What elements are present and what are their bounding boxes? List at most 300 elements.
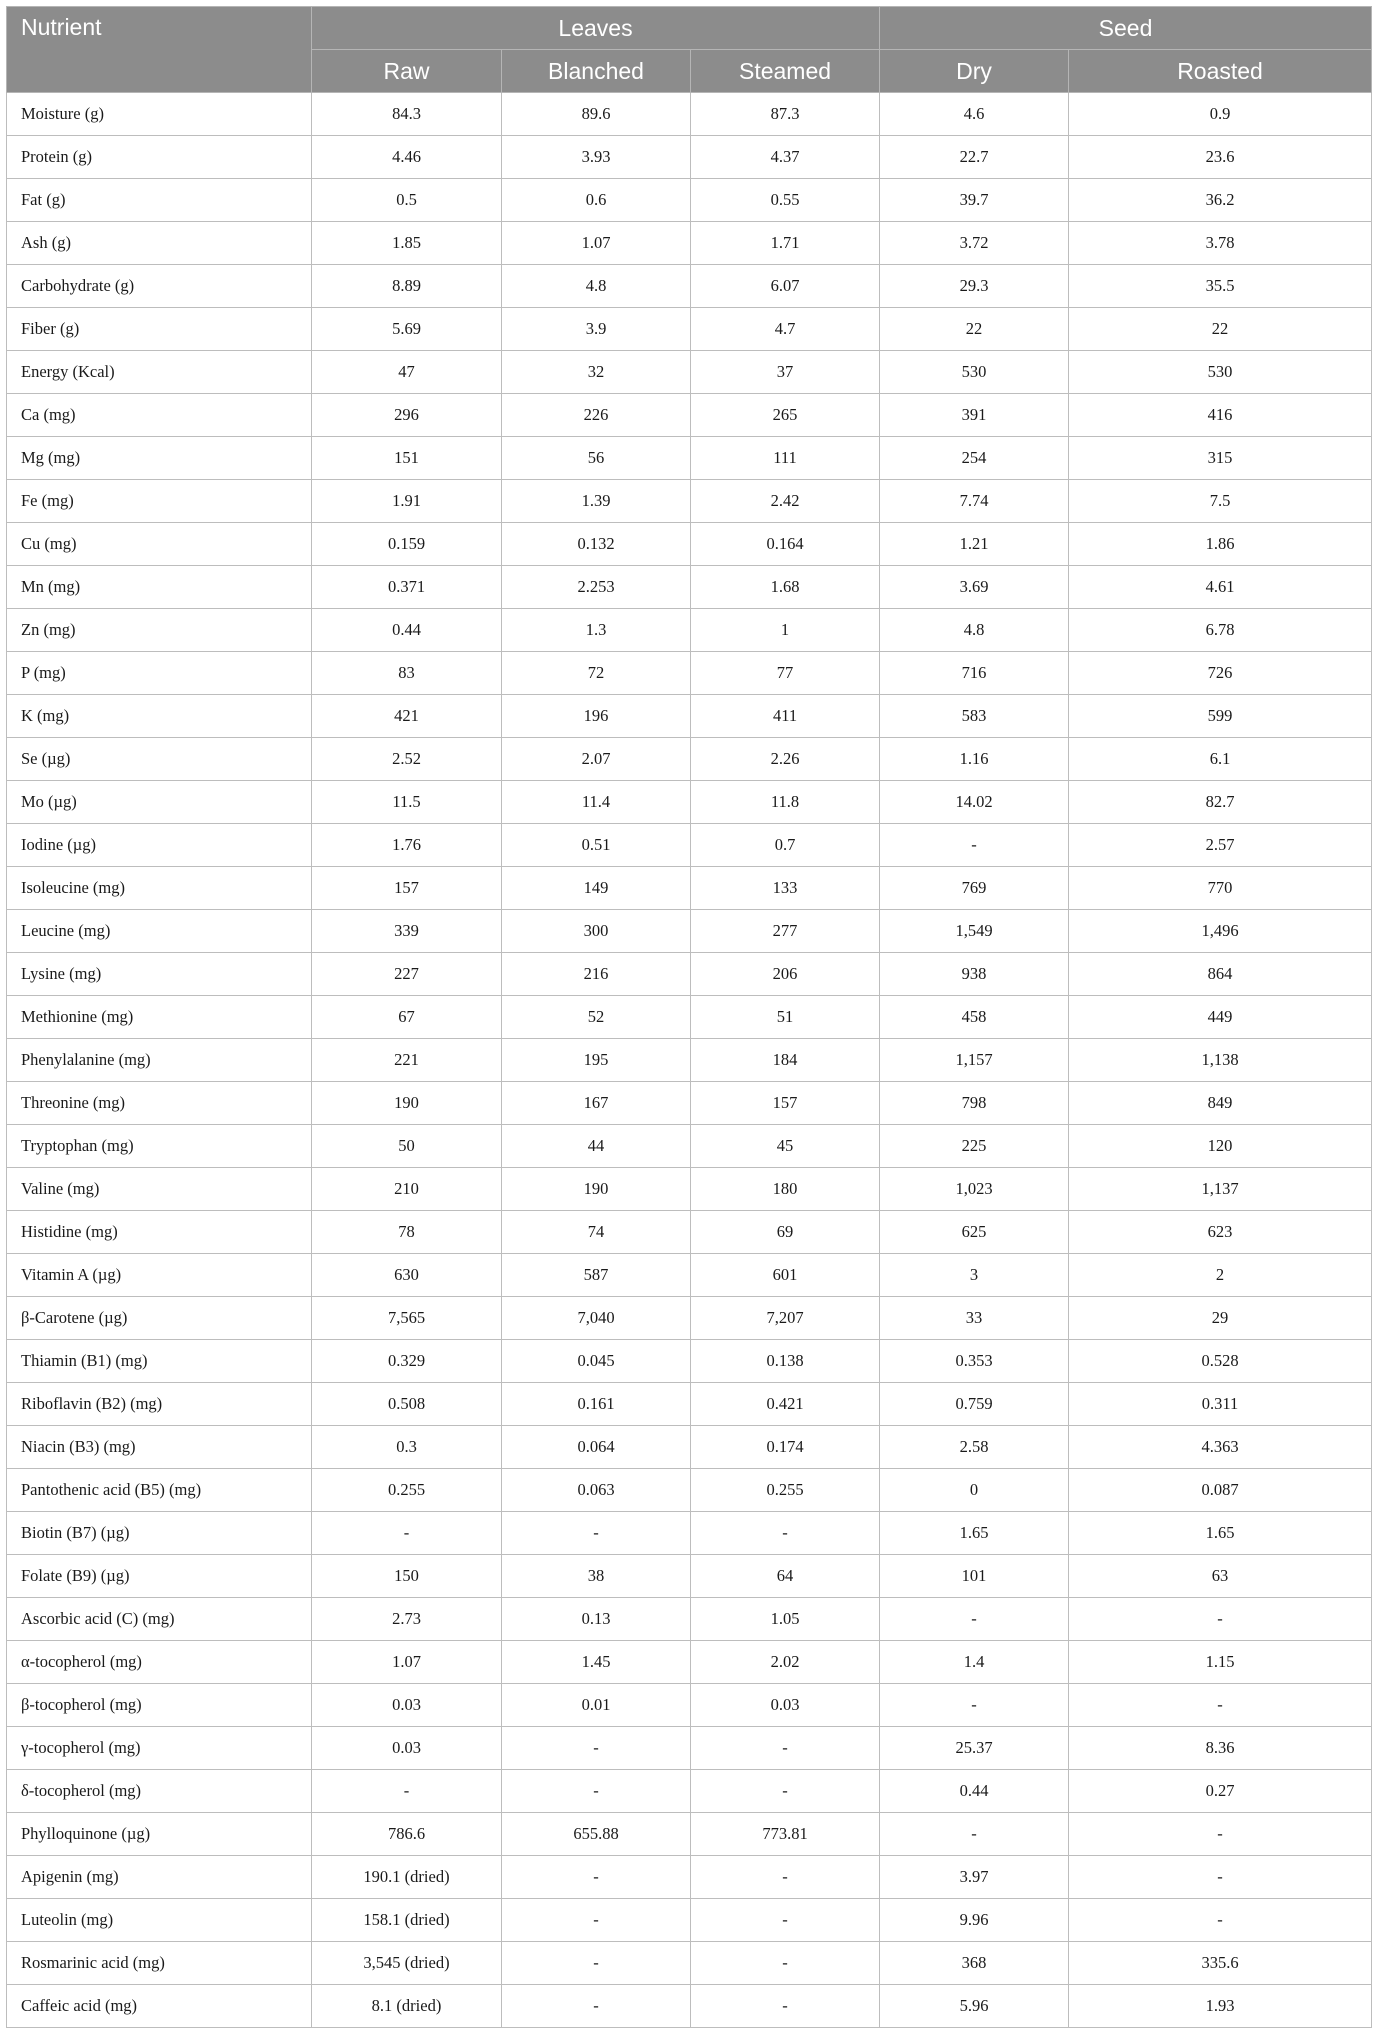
raw-cell: 78 xyxy=(312,1211,502,1254)
raw-cell: 0.3 xyxy=(312,1426,502,1469)
dry-cell: 39.7 xyxy=(880,179,1069,222)
nutrient-name-cell: δ-tocopherol (mg) xyxy=(7,1770,312,1813)
steamed-cell: 0.174 xyxy=(691,1426,880,1469)
table-row xyxy=(7,1039,1372,1082)
nutrient-name-cell: Biotin (B7) (µg) xyxy=(7,1512,312,1555)
steamed-cell: 4.7 xyxy=(691,308,880,351)
steamed-cell: 6.07 xyxy=(691,265,880,308)
raw-cell: 2.52 xyxy=(312,738,502,781)
roasted-cell: 36.2 xyxy=(1069,179,1372,222)
nutrient-name-cell: Phylloquinone (µg) xyxy=(7,1813,312,1856)
steamed-cell: 1.68 xyxy=(691,566,880,609)
dry-cell: 458 xyxy=(880,996,1069,1039)
dry-cell: 0.353 xyxy=(880,1340,1069,1383)
roasted-cell: 1,138 xyxy=(1069,1039,1372,1082)
nutrient-name-cell: Thiamin (B1) (mg) xyxy=(7,1340,312,1383)
table-row xyxy=(7,695,1372,738)
raw-cell: 0.329 xyxy=(312,1340,502,1383)
blanched-cell: 4.8 xyxy=(502,265,691,308)
blanched-cell: 0.01 xyxy=(502,1684,691,1727)
raw-cell: 339 xyxy=(312,910,502,953)
table-row xyxy=(7,1168,1372,1211)
nutrient-name-cell: Ascorbic acid (C) (mg) xyxy=(7,1598,312,1641)
raw-cell: 0.159 xyxy=(312,523,502,566)
nutrient-name-cell: Methionine (mg) xyxy=(7,996,312,1039)
dry-cell: 0 xyxy=(880,1469,1069,1512)
raw-cell: 8.1 (dried) xyxy=(312,1985,502,2028)
table-header xyxy=(7,7,1372,93)
table-row xyxy=(7,93,1372,136)
roasted-cell: 4.61 xyxy=(1069,566,1372,609)
dry-cell: 7.74 xyxy=(880,480,1069,523)
dry-cell: 225 xyxy=(880,1125,1069,1168)
steamed-cell: 180 xyxy=(691,1168,880,1211)
dry-cell: 101 xyxy=(880,1555,1069,1598)
raw-cell: 190 xyxy=(312,1082,502,1125)
table-row xyxy=(7,1211,1372,1254)
steamed-cell: 0.138 xyxy=(691,1340,880,1383)
table-body xyxy=(7,93,1372,2028)
roasted-cell: 29 xyxy=(1069,1297,1372,1340)
nutrient-name-cell: Carbohydrate (g) xyxy=(7,265,312,308)
blanched-cell: - xyxy=(502,1899,691,1942)
steamed-cell: - xyxy=(691,1512,880,1555)
nutrient-name-cell: Mn (mg) xyxy=(7,566,312,609)
table-row xyxy=(7,1899,1372,1942)
table-row xyxy=(7,1297,1372,1340)
raw-cell: 7,565 xyxy=(312,1297,502,1340)
blanched-cell: 1.07 xyxy=(502,222,691,265)
raw-cell: 221 xyxy=(312,1039,502,1082)
steamed-cell: 773.81 xyxy=(691,1813,880,1856)
dry-cell: - xyxy=(880,1813,1069,1856)
steamed-cell: 0.421 xyxy=(691,1383,880,1426)
raw-cell: 158.1 (dried) xyxy=(312,1899,502,1942)
roasted-cell: 82.7 xyxy=(1069,781,1372,824)
raw-cell: 3,545 (dried) xyxy=(312,1942,502,1985)
dry-cell: 33 xyxy=(880,1297,1069,1340)
dry-cell: 254 xyxy=(880,437,1069,480)
raw-cell: 296 xyxy=(312,394,502,437)
steamed-cell: - xyxy=(691,1727,880,1770)
dry-cell: 5.96 xyxy=(880,1985,1069,2028)
dry-cell: 4.6 xyxy=(880,93,1069,136)
header-col-blanched: Blanched xyxy=(502,50,691,93)
header-col-raw: Raw xyxy=(312,50,502,93)
raw-cell: 786.6 xyxy=(312,1813,502,1856)
raw-cell: 0.371 xyxy=(312,566,502,609)
roasted-cell: 2.57 xyxy=(1069,824,1372,867)
nutrient-name-cell: Protein (g) xyxy=(7,136,312,179)
blanched-cell: 0.51 xyxy=(502,824,691,867)
table-row xyxy=(7,609,1372,652)
roasted-cell: - xyxy=(1069,1684,1372,1727)
nutrient-name-cell: Ca (mg) xyxy=(7,394,312,437)
blanched-cell: 1.39 xyxy=(502,480,691,523)
blanched-cell: - xyxy=(502,1727,691,1770)
blanched-cell: 89.6 xyxy=(502,93,691,136)
steamed-cell: 37 xyxy=(691,351,880,394)
nutrient-name-cell: Isoleucine (mg) xyxy=(7,867,312,910)
blanched-cell: 0.13 xyxy=(502,1598,691,1641)
steamed-cell: 111 xyxy=(691,437,880,480)
raw-cell: 227 xyxy=(312,953,502,996)
blanched-cell: 56 xyxy=(502,437,691,480)
blanched-cell: 216 xyxy=(502,953,691,996)
steamed-cell: 64 xyxy=(691,1555,880,1598)
roasted-cell: 2 xyxy=(1069,1254,1372,1297)
blanched-cell: - xyxy=(502,1942,691,1985)
table-row xyxy=(7,1598,1372,1641)
dry-cell: 368 xyxy=(880,1942,1069,1985)
table-row xyxy=(7,1082,1372,1125)
roasted-cell: 23.6 xyxy=(1069,136,1372,179)
dry-cell: 1,023 xyxy=(880,1168,1069,1211)
raw-cell: 210 xyxy=(312,1168,502,1211)
raw-cell: 67 xyxy=(312,996,502,1039)
dry-cell: 391 xyxy=(880,394,1069,437)
blanched-cell: 7,040 xyxy=(502,1297,691,1340)
steamed-cell: 2.42 xyxy=(691,480,880,523)
blanched-cell: 38 xyxy=(502,1555,691,1598)
blanched-cell: 167 xyxy=(502,1082,691,1125)
roasted-cell: 1.15 xyxy=(1069,1641,1372,1684)
dry-cell: 716 xyxy=(880,652,1069,695)
dry-cell: 4.8 xyxy=(880,609,1069,652)
steamed-cell: 0.255 xyxy=(691,1469,880,1512)
raw-cell: 0.5 xyxy=(312,179,502,222)
roasted-cell: 63 xyxy=(1069,1555,1372,1598)
blanched-cell: 3.93 xyxy=(502,136,691,179)
raw-cell: 84.3 xyxy=(312,93,502,136)
blanched-cell: 52 xyxy=(502,996,691,1039)
raw-cell: 150 xyxy=(312,1555,502,1598)
table-row xyxy=(7,867,1372,910)
roasted-cell: 8.36 xyxy=(1069,1727,1372,1770)
roasted-cell: 0.27 xyxy=(1069,1770,1372,1813)
steamed-cell: 265 xyxy=(691,394,880,437)
roasted-cell: - xyxy=(1069,1598,1372,1641)
blanched-cell: 587 xyxy=(502,1254,691,1297)
dry-cell: 938 xyxy=(880,953,1069,996)
roasted-cell: 22 xyxy=(1069,308,1372,351)
steamed-cell: - xyxy=(691,1899,880,1942)
table-row xyxy=(7,437,1372,480)
nutrient-name-cell: γ-tocopherol (mg) xyxy=(7,1727,312,1770)
blanched-cell: 0.063 xyxy=(502,1469,691,1512)
blanched-cell: 32 xyxy=(502,351,691,394)
nutrient-name-cell: Leucine (mg) xyxy=(7,910,312,953)
roasted-cell: 623 xyxy=(1069,1211,1372,1254)
steamed-cell: 184 xyxy=(691,1039,880,1082)
blanched-cell: 190 xyxy=(502,1168,691,1211)
header-nutrient: Nutrient xyxy=(7,7,312,93)
table-row xyxy=(7,1641,1372,1684)
blanched-cell: 149 xyxy=(502,867,691,910)
raw-cell: 5.69 xyxy=(312,308,502,351)
nutrient-name-cell: Riboflavin (B2) (mg) xyxy=(7,1383,312,1426)
roasted-cell: 0.528 xyxy=(1069,1340,1372,1383)
table-row xyxy=(7,480,1372,523)
dry-cell: 3.97 xyxy=(880,1856,1069,1899)
blanched-cell: 2.07 xyxy=(502,738,691,781)
nutrient-name-cell: Lysine (mg) xyxy=(7,953,312,996)
dry-cell: 1.21 xyxy=(880,523,1069,566)
nutrient-name-cell: β-Carotene (µg) xyxy=(7,1297,312,1340)
blanched-cell: - xyxy=(502,1985,691,2028)
nutrient-name-cell: Niacin (B3) (mg) xyxy=(7,1426,312,1469)
raw-cell: 0.03 xyxy=(312,1727,502,1770)
blanched-cell: 300 xyxy=(502,910,691,953)
blanched-cell: 0.161 xyxy=(502,1383,691,1426)
dry-cell: 3 xyxy=(880,1254,1069,1297)
nutrient-name-cell: Mg (mg) xyxy=(7,437,312,480)
nutrient-name-cell: Luteolin (mg) xyxy=(7,1899,312,1942)
raw-cell: 4.46 xyxy=(312,136,502,179)
dry-cell: 1.65 xyxy=(880,1512,1069,1555)
roasted-cell: 120 xyxy=(1069,1125,1372,1168)
blanched-cell: 1.45 xyxy=(502,1641,691,1684)
table-row xyxy=(7,179,1372,222)
steamed-cell: 0.03 xyxy=(691,1684,880,1727)
blanched-cell: 3.9 xyxy=(502,308,691,351)
table-row xyxy=(7,351,1372,394)
table-row xyxy=(7,1856,1372,1899)
roasted-cell: 3.78 xyxy=(1069,222,1372,265)
table-row xyxy=(7,1813,1372,1856)
steamed-cell: 1.71 xyxy=(691,222,880,265)
blanched-cell: 0.045 xyxy=(502,1340,691,1383)
roasted-cell: 770 xyxy=(1069,867,1372,910)
dry-cell: 769 xyxy=(880,867,1069,910)
steamed-cell: 77 xyxy=(691,652,880,695)
nutrient-name-cell: Mo (µg) xyxy=(7,781,312,824)
table-row xyxy=(7,265,1372,308)
nutrient-name-cell: Pantothenic acid (B5) (mg) xyxy=(7,1469,312,1512)
blanched-cell: 44 xyxy=(502,1125,691,1168)
nutrient-name-cell: Threonine (mg) xyxy=(7,1082,312,1125)
roasted-cell: 335.6 xyxy=(1069,1942,1372,1985)
nutrient-name-cell: K (mg) xyxy=(7,695,312,738)
steamed-cell: 7,207 xyxy=(691,1297,880,1340)
roasted-cell: - xyxy=(1069,1856,1372,1899)
dry-cell: 0.44 xyxy=(880,1770,1069,1813)
roasted-cell: 4.363 xyxy=(1069,1426,1372,1469)
table-row xyxy=(7,1985,1372,2028)
table-row xyxy=(7,1125,1372,1168)
table-row xyxy=(7,996,1372,1039)
blanched-cell: - xyxy=(502,1770,691,1813)
raw-cell: 1.85 xyxy=(312,222,502,265)
dry-cell: 1.4 xyxy=(880,1641,1069,1684)
raw-cell: 1.91 xyxy=(312,480,502,523)
roasted-cell: 1,137 xyxy=(1069,1168,1372,1211)
table-row xyxy=(7,308,1372,351)
roasted-cell: 0.9 xyxy=(1069,93,1372,136)
roasted-cell: 864 xyxy=(1069,953,1372,996)
dry-cell: 3.72 xyxy=(880,222,1069,265)
header-col-roasted: Roasted xyxy=(1069,50,1372,93)
roasted-cell: - xyxy=(1069,1813,1372,1856)
nutrient-name-cell: Folate (B9) (µg) xyxy=(7,1555,312,1598)
blanched-cell: 655.88 xyxy=(502,1813,691,1856)
blanched-cell: 1.3 xyxy=(502,609,691,652)
nutrient-table xyxy=(6,6,1372,2028)
blanched-cell: 196 xyxy=(502,695,691,738)
nutrient-name-cell: P (mg) xyxy=(7,652,312,695)
roasted-cell: 1.93 xyxy=(1069,1985,1372,2028)
steamed-cell: 277 xyxy=(691,910,880,953)
table-row xyxy=(7,1555,1372,1598)
roasted-cell: 416 xyxy=(1069,394,1372,437)
table-row xyxy=(7,1684,1372,1727)
table-row xyxy=(7,910,1372,953)
steamed-cell: 2.02 xyxy=(691,1641,880,1684)
table-row xyxy=(7,1426,1372,1469)
steamed-cell: 601 xyxy=(691,1254,880,1297)
steamed-cell: 69 xyxy=(691,1211,880,1254)
blanched-cell: 226 xyxy=(502,394,691,437)
dry-cell: 9.96 xyxy=(880,1899,1069,1942)
roasted-cell: 726 xyxy=(1069,652,1372,695)
raw-cell: 1.76 xyxy=(312,824,502,867)
roasted-cell: 6.78 xyxy=(1069,609,1372,652)
blanched-cell: 195 xyxy=(502,1039,691,1082)
roasted-cell: 0.311 xyxy=(1069,1383,1372,1426)
roasted-cell: 315 xyxy=(1069,437,1372,480)
raw-cell: 1.07 xyxy=(312,1641,502,1684)
roasted-cell: 599 xyxy=(1069,695,1372,738)
roasted-cell: 6.1 xyxy=(1069,738,1372,781)
steamed-cell: - xyxy=(691,1856,880,1899)
header-group-seed: Seed xyxy=(880,7,1372,50)
roasted-cell: 35.5 xyxy=(1069,265,1372,308)
dry-cell: 0.759 xyxy=(880,1383,1069,1426)
raw-cell: - xyxy=(312,1512,502,1555)
nutrient-name-cell: Valine (mg) xyxy=(7,1168,312,1211)
nutrient-name-cell: Energy (Kcal) xyxy=(7,351,312,394)
blanched-cell: - xyxy=(502,1512,691,1555)
steamed-cell: 206 xyxy=(691,953,880,996)
table-row xyxy=(7,953,1372,996)
steamed-cell: - xyxy=(691,1770,880,1813)
raw-cell: 47 xyxy=(312,351,502,394)
raw-cell: 630 xyxy=(312,1254,502,1297)
steamed-cell: 11.8 xyxy=(691,781,880,824)
nutrient-name-cell: Apigenin (mg) xyxy=(7,1856,312,1899)
nutrient-name-cell: Histidine (mg) xyxy=(7,1211,312,1254)
nutrient-name-cell: Cu (mg) xyxy=(7,523,312,566)
table-row xyxy=(7,1512,1372,1555)
steamed-cell: 1 xyxy=(691,609,880,652)
blanched-cell: 0.064 xyxy=(502,1426,691,1469)
dry-cell: 25.37 xyxy=(880,1727,1069,1770)
nutrient-name-cell: Iodine (µg) xyxy=(7,824,312,867)
raw-cell: 0.44 xyxy=(312,609,502,652)
table-row xyxy=(7,1942,1372,1985)
nutrient-name-cell: Fat (g) xyxy=(7,179,312,222)
table-row xyxy=(7,1340,1372,1383)
table-row xyxy=(7,523,1372,566)
dry-cell: 530 xyxy=(880,351,1069,394)
roasted-cell: 7.5 xyxy=(1069,480,1372,523)
dry-cell: - xyxy=(880,824,1069,867)
blanched-cell: 11.4 xyxy=(502,781,691,824)
nutrient-name-cell: β-tocopherol (mg) xyxy=(7,1684,312,1727)
raw-cell: 83 xyxy=(312,652,502,695)
steamed-cell: 411 xyxy=(691,695,880,738)
raw-cell: 11.5 xyxy=(312,781,502,824)
table-row xyxy=(7,738,1372,781)
header-col-steamed: Steamed xyxy=(691,50,880,93)
header-group-leaves: Leaves xyxy=(312,7,880,50)
raw-cell: 157 xyxy=(312,867,502,910)
steamed-cell: 1.05 xyxy=(691,1598,880,1641)
dry-cell: - xyxy=(880,1684,1069,1727)
dry-cell: 1.16 xyxy=(880,738,1069,781)
nutrient-name-cell: α-tocopherol (mg) xyxy=(7,1641,312,1684)
blanched-cell: - xyxy=(502,1856,691,1899)
steamed-cell: 0.55 xyxy=(691,179,880,222)
table-row xyxy=(7,781,1372,824)
raw-cell: 8.89 xyxy=(312,265,502,308)
table-row xyxy=(7,222,1372,265)
table-row xyxy=(7,824,1372,867)
dry-cell: 29.3 xyxy=(880,265,1069,308)
roasted-cell: 849 xyxy=(1069,1082,1372,1125)
raw-cell: 0.03 xyxy=(312,1684,502,1727)
dry-cell: - xyxy=(880,1598,1069,1641)
dry-cell: 583 xyxy=(880,695,1069,738)
nutrient-name-cell: Rosmarinic acid (mg) xyxy=(7,1942,312,1985)
dry-cell: 1,549 xyxy=(880,910,1069,953)
blanched-cell: 74 xyxy=(502,1211,691,1254)
nutrient-name-cell: Moisture (g) xyxy=(7,93,312,136)
dry-cell: 3.69 xyxy=(880,566,1069,609)
steamed-cell: 0.7 xyxy=(691,824,880,867)
raw-cell: 2.73 xyxy=(312,1598,502,1641)
nutrient-name-cell: Fe (mg) xyxy=(7,480,312,523)
steamed-cell: 0.164 xyxy=(691,523,880,566)
nutrient-name-cell: Caffeic acid (mg) xyxy=(7,1985,312,2028)
table-row xyxy=(7,566,1372,609)
nutrient-name-cell: Tryptophan (mg) xyxy=(7,1125,312,1168)
dry-cell: 22 xyxy=(880,308,1069,351)
steamed-cell: 4.37 xyxy=(691,136,880,179)
raw-cell: 421 xyxy=(312,695,502,738)
steamed-cell: 157 xyxy=(691,1082,880,1125)
steamed-cell: 133 xyxy=(691,867,880,910)
raw-cell: 190.1 (dried) xyxy=(312,1856,502,1899)
blanched-cell: 72 xyxy=(502,652,691,695)
dry-cell: 625 xyxy=(880,1211,1069,1254)
table-row xyxy=(7,652,1372,695)
steamed-cell: - xyxy=(691,1942,880,1985)
raw-cell: 0.508 xyxy=(312,1383,502,1426)
table-row xyxy=(7,1469,1372,1512)
nutrient-name-cell: Fiber (g) xyxy=(7,308,312,351)
steamed-cell: 51 xyxy=(691,996,880,1039)
steamed-cell: 45 xyxy=(691,1125,880,1168)
steamed-cell: - xyxy=(691,1985,880,2028)
nutrient-name-cell: Zn (mg) xyxy=(7,609,312,652)
roasted-cell: 1.65 xyxy=(1069,1512,1372,1555)
roasted-cell: 530 xyxy=(1069,351,1372,394)
raw-cell: 50 xyxy=(312,1125,502,1168)
table-row xyxy=(7,1770,1372,1813)
blanched-cell: 0.132 xyxy=(502,523,691,566)
header-col-dry: Dry xyxy=(880,50,1069,93)
